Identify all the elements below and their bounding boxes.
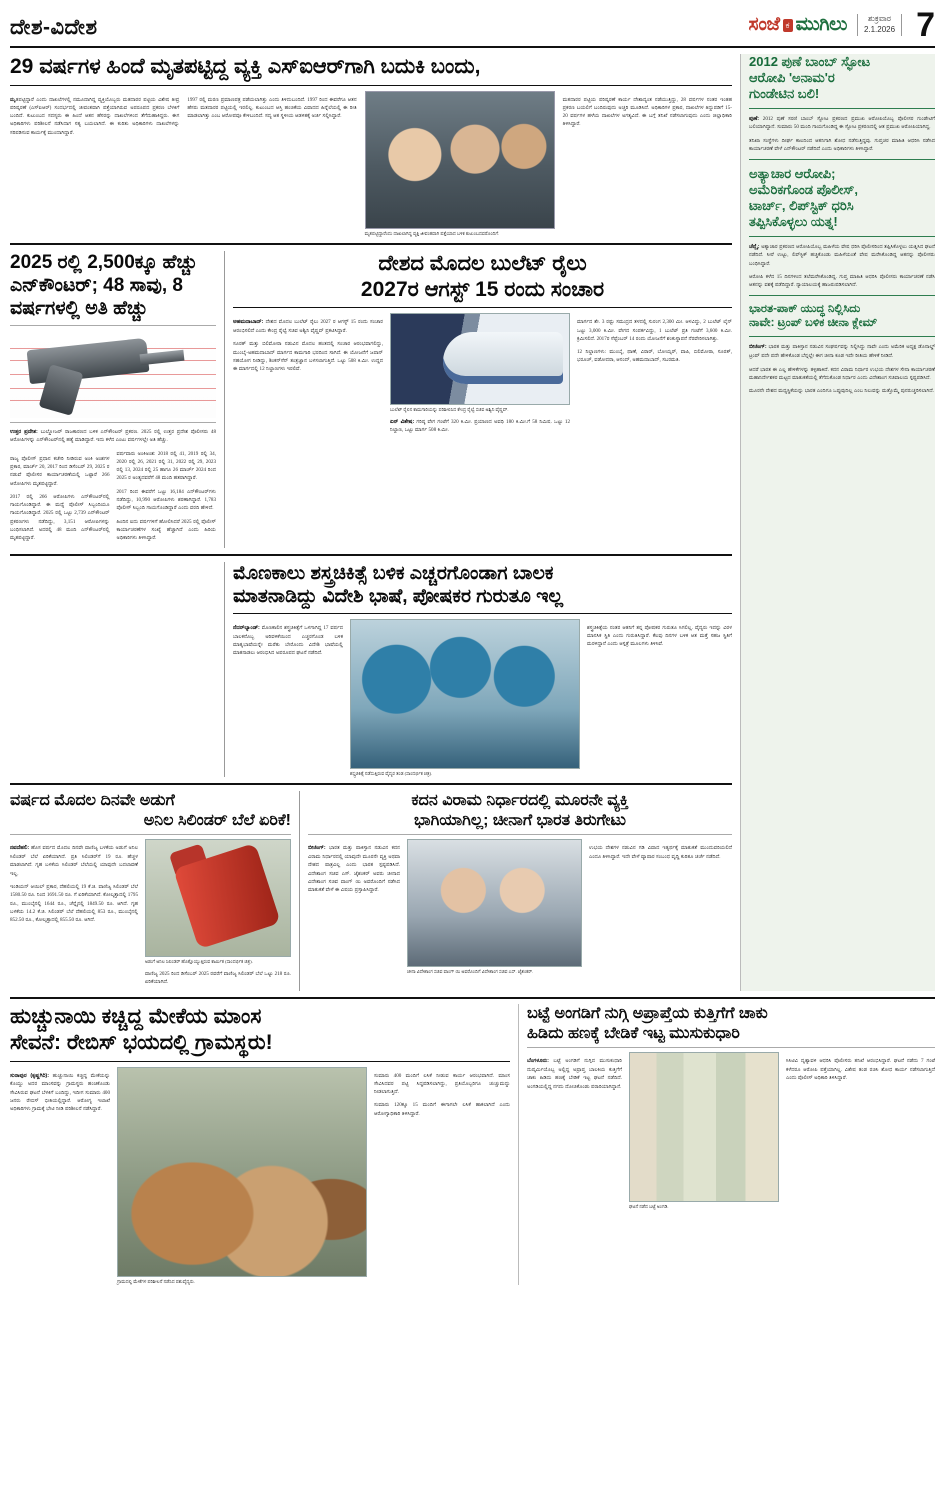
article-lpg-body: ಹೊಸ ವರ್ಷದ ಮೊದಲ ದಿನವೇ ವಾಣಿಜ್ಯ ಬಳಕೆಯ ಅಡುಗೆ ಅನಿಲ ಸಿಲಿಂಡರ್ ಬೆಲೆ ಏರಿಕೆಯಾಗಿದೆ. ಪ್ರತಿ ಸಿಲಿಂಡರ್‌ಗೆ 19 ರೂ. ಹೆಚ್ಚಳ ಮಾಡಲಾಗಿದೆ. ಗೃಹ ಬಳಕೆಯ ಸಿಲಿಂಡರ್ ಬೆಲೆಯಲ್ಲಿ ಯಾವುದೇ ಬದಲಾವಣೆ ಇಲ್ಲ.	[10, 845, 138, 877]
section-title: ದೇಶ-ವಿದೇಶ	[10, 16, 98, 39]
sidebar-china-kicker: ಬೀಜಿಂಗ್:	[749, 344, 767, 351]
publication-logo	[748, 14, 846, 36]
sidebar-disguise-headline-1: ಅತ್ಯಾಚಾರ ಆರೋಪಿ;	[749, 166, 836, 182]
row-encounter-train	[10, 251, 732, 547]
article-robbery-body2: ಸಿಸಿಟಿವಿ ದೃಶ್ಯಾವಳಿ ಆಧರಿಸಿ ಪೊಲೀಸರು ತನಿಖೆ ಆರಂಭಿಸಿದ್ದಾರೆ. ಘಟನೆ ನಡೆದು 7 ಗಂಟೆ ಕಳೆದರೂ ಆರೋಪಿ ಪತ್ತೆಯಾಗಿಲ್ಲ. ವಿಶೇಷ ತಂಡ ರಚಿಸಿ ಶೋಧ ಕಾರ್ಯ ನಡೆಸಲಾಗುತ್ತಿದೆ ಎಂದು ಪೊಲೀಸ್ ಅಧಿಕಾರಿ ತಿಳಿಸಿದ್ದಾರೆ.	[786, 1058, 935, 1081]
article-ceasefire-photo	[407, 839, 582, 967]
article-robbery-headline-1: ಬಟ್ಟೆ ಅಂಗಡಿಗೆ ನುಗ್ಗಿ ಅಪ್ರಾಪ್ತೆಯ ಕುತ್ತಿಗೆಗೆ ಚಾಕು	[527, 1005, 768, 1023]
article-encounter-kicker: ಉತ್ತರ ಪ್ರದೇಶ:	[10, 428, 38, 435]
article-encounter-body6: ಹಿಂದಿನ ಐದು ವರ್ಷಗಳಿಗೆ ಹೋಲಿಸಿದರೆ 2025 ರಲ್ಲಿ ಪೊಲೀಸ್ ಕಾರ್ಯಾಚರಣೆಗಳ ಸಂಖ್ಯೆ ಹೆಚ್ಚಾಗಿದೆ ಎಂದು ಹಿರಿಯ ಅಧಿಕಾರಿಗಳು ತಿಳಿಸಿದ್ದಾರೆ.	[116, 518, 216, 542]
article-encounter-body4: ವರ್ಷವಾರು ಅಂಕಿಅಂಶ: 2018 ರಲ್ಲಿ 41, 2019 ರಲ್ಲಿ 34, 2020 ರಲ್ಲಿ 26, 2021 ರಲ್ಲಿ 31, 2022 ರಲ್ಲಿ 29, 2023 ರಲ್ಲಿ 13, 2024 ರಲ್ಲಿ 25 ಹಾಗೂ 26 ಮಾರ್ಚ್ 2024 ರಿಂದ 2025 ರ ಅಂತ್ಯದವರೆಗೆ 48 ಮಂದಿ ಹತರಾಗಿದ್ದಾರೆ.	[116, 450, 216, 482]
article-surgery-photo	[350, 619, 580, 769]
article-rabies-headline-2: ಸೇವನೆ: ರೇಬಿಸ್ ಭಯದಲ್ಲಿ ಗ್ರಾಮಸ್ಥರು!	[10, 1030, 273, 1054]
article-revival-headline: 29 ವರ್ಷಗಳ ಹಿಂದೆ ಮೃತಪಟ್ಟಿದ್ದ ವ್ಯಕ್ತಿ ಎಸ್‌ಐಆರ್‌ಗಾಗಿ ಬದುಕಿ ಬಂದು,	[10, 55, 481, 78]
sidebar-disguise-headline-3: ಟಾರ್ಚ್, ಲಿಪ್‌ಸ್ಟಿಕ್ ಧರಿಸಿ	[749, 197, 854, 213]
article-rabies-photo	[117, 1067, 367, 1277]
row-lpg-ceasefire	[10, 791, 732, 991]
sidebar-china-body3: ಮೂರನೇ ದೇಶದ ಮಧ್ಯಸ್ಥಿಕೆಯನ್ನು ಭಾರತ ಎಂದಿಗೂ ಒಪ್ಪುವುದಿಲ್ಲ ಎಂಬ ನಿಲುವನ್ನು ಮತ್ತೊಮ್ಮೆ ಪುನರುಚ್ಚರಿಸಲಾಗಿದೆ.	[749, 388, 935, 395]
article-bullet-train	[233, 251, 732, 547]
article-bullet-train-photo	[390, 313, 570, 405]
sidebar-disguise-kicker: ಚೆನ್ನೈ:	[749, 243, 760, 250]
article-ceasefire-headline-2: ಭಾಗಿಯಾಗಿಲ್ಲ; ಚೀನಾಗೆ ಭಾರತ ತಿರುಗೇಟು	[414, 811, 626, 829]
sidebar-disguise-body: ಅತ್ಯಾಚಾರ ಪ್ರಕರಣದ ಆರೋಪಿಯೊಬ್ಬ ಮಹಿಳೆಯ ವೇಷ ಧರಿಸಿ ಪೊಲೀಸರಿಂದ ತಪ್ಪಿಸಿಕೊಳ್ಳಲು ಯತ್ನಿಸಿದ ಘಟನೆ ನಡೆದಿದೆ. ಸೀರೆ ಉಟ್ಟು, ಲಿಪ್‌ಸ್ಟಿಕ್ ಹಚ್ಚಿಕೊಂಡು ಮಹಿಳೆಯಂತೆ ವೇಷ ಮರೆಸಿಕೊಂಡಿದ್ದ ಆತನನ್ನು ಪೊಲೀಸರು ಬಂಧಿಸಿದ್ದಾರೆ.	[749, 243, 935, 267]
page-number: 7	[916, 6, 935, 44]
article-surgery	[233, 562, 732, 778]
article-rabies-body: ಹುಚ್ಚುನಾಯಿ ಕಚ್ಚಿದ್ದ ಮೇಕೆಯನ್ನು ಕೊಯ್ದು ಅದರ ಮಾಂಸವನ್ನು ಗ್ರಾಮಸ್ಥರು ಹಂಚಿಕೊಂಡು ಸೇವಿಸಿರುವ ಘಟನೆ ಬೆಳಕಿಗೆ ಬಂದಿದ್ದು, ಇದೀಗ ಸುಮಾರು 400 ಜನರು ರೇಬಿಸ್ ಭೀತಿಯಲ್ಲಿದ್ದಾರೆ. ಆರೋಗ್ಯ ಇಲಾಖೆ ಅಧಿಕಾರಿಗಳು ಗ್ರಾಮಕ್ಕೆ ಭೇಟಿ ನೀಡಿ ಪರಿಶೀಲನೆ ನಡೆಸಿದ್ದಾರೆ.	[10, 1072, 111, 1113]
article-bullet-train-stats: ಗರಿಷ್ಠ ವೇಗ ಗಂಟೆಗೆ 320 ಕಿ.ಮೀ. ಪ್ರಯಾಣದ ಅವಧಿ 180 ಕಿ.ಮೀ.ಗೆ 58 ನಿಮಿಷ. ಒಟ್ಟು 12 ನಿಲ್ದಾಣ, ಒಟ್ಟು ಮಾರ್ಗ 508 ಕಿ.ಮೀ.	[390, 418, 570, 434]
article-surgery-body2: ಶಸ್ತ್ರಚಿಕಿತ್ಸೆಯ ನಂತರ ಆತನಿಗೆ ತನ್ನ ಪೋಷಕರ ಗುರುತೂ ಸಿಗಲಿಲ್ಲ. ವೈದ್ಯರು ಇದನ್ನು ವಿರಳ ಮಾನಸಿಕ ಸ್ಥಿತಿ ಎಂದು ಗುರುತಿಸಿದ್ದಾರೆ. ಕೆಲವು ದಿನಗಳ ಬಳಿಕ ಆತ ಮತ್ತೆ ಸಹಜ ಸ್ಥಿತಿಗೆ ಮರಳಿದ್ದಾನೆ ಎಂದು ಆಸ್ಪತ್ರೆ ಮೂಲಗಳು ತಿಳಿಸಿವೆ.	[587, 624, 732, 648]
article-rabies-body2: ಸುಮಾರು 400 ಮಂದಿಗೆ ಲಸಿಕೆ ನೀಡುವ ಕಾರ್ಯ ಆರಂಭವಾಗಿದೆ. ಮಾಂಸ ಸೇವಿಸಿದವರ ಪಟ್ಟಿ ಸಿದ್ಧಪಡಿಸಲಾಗಿದ್ದು, ಪ್ರತಿಯೊಬ್ಬರಿಗೂ ಚುಚ್ಚುಮದ್ದು ನೀಡಲಾಗುತ್ತಿದೆ.	[374, 1072, 510, 1096]
article-bullet-train-headline-2: 2027ರ ಆಗಸ್ಟ್ 15 ರಂದು ಸಂಚಾರ	[360, 277, 605, 301]
article-bullet-train-stats2: 12 ನಿಲ್ದಾಣಗಳು: ಮುಂಬೈ, ಥಾಣೆ, ವಿರಾರ್, ಬೋಯ್ಸರ್, ವಾಪಿ, ಬಿಲಿಮೋರಾ, ಸೂರತ್, ಭರೂಚ್, ವಡೋದರಾ, ಆನಂದ್, ಅಹಮದಾಬಾದ್, ಸಬರಮತಿ.	[577, 349, 732, 364]
sidebar-china-headline-2: ನಾವೇ: ಟ್ರಂಪ್ ಬಳಿಕ ಚೀನಾ ಕ್ಲೇಮ್	[749, 317, 878, 330]
logo-sanje-text: ಸಂಜೆ	[748, 14, 780, 35]
sidebar-pune-headline-3: ಗುಂಡೇಟಿನ ಬಲಿ!	[749, 85, 820, 101]
article-revival-body: ಮೃತಪಟ್ಟಿದ್ದಾರೆ ಎಂದು ದಾಖಲೆಗಳಲ್ಲಿ ನಮೂದಾಗಿದ್ದ ವ್ಯಕ್ತಿಯೊಬ್ಬರು ಮತದಾರರ ಪಟ್ಟಿಯ ವಿಶೇಷ ತೀವ್ರ ಪರಿಷ್ಕರಣೆ (ಎಸ್‌ಐಆರ್) ಸಂದರ್ಭದಲ್ಲಿ ಜೀವಂತವಾಗಿ ಪತ್ತೆಯಾಗಿರುವ ಅಪರೂಪದ ಪ್ರಕರಣ ಬೆಳಕಿಗೆ ಬಂದಿದೆ. ಕುಟುಂಬದ ಸದಸ್ಯರು ಈ ಹಿಂದೆ ಆತನ ಹೆಸರನ್ನು ದಾಖಲೆಗಳಿಂದ ತೆಗೆದುಹಾಕಿದ್ದರು. ಈಗ ಅಧಿಕಾರಿಗಳು ಪರಿಶೀಲನೆ ನಡೆಸಿದಾಗ ಸತ್ಯ ಬಯಲಾಗಿದೆ. ಈ ಕುರಿತು ಅಧಿಕಾರಿಗಳು ದಾಖಲೆಗಳನ್ನು ಸರಿಪಡಿಸುವ ಕಾರ್ಯಕ್ಕೆ ಮುಂದಾಗಿದ್ದಾರೆ.	[10, 96, 180, 136]
article-encounter-body3: 2017 ರಲ್ಲಿ 266 ಆರೋಪಿಗಳು ಎನ್‌ಕೌಂಟರ್‌ನಲ್ಲಿ ಗಾಯಗೊಂಡಿದ್ದಾರೆ. ಈ ಮಧ್ಯೆ ಪೊಲೀಸ್ ಸಿಬ್ಬಂದಿಯೂ ಗಾಯಗೊಂಡಿದ್ದಾರೆ. 2025 ರಲ್ಲಿ ಒಟ್ಟು 2,739 ಎನ್‌ಕೌಂಟರ್ ಪ್ರಕರಣಗಳು ನಡೆದಿದ್ದು, 3,151 ಆರೋಪಿಗಳನ್ನು ಬಂಧಿಸಲಾಗಿದೆ. ಅದರಲ್ಲಿ 48 ಮಂದಿ ಎನ್‌ಕೌಂಟರ್‌ನಲ್ಲಿ ಮೃತಪಟ್ಟಿದ್ದಾರೆ.	[10, 493, 110, 542]
sidebar-disguise-body2: ಆರೋಪಿ ಕಳೆದ 15 ದಿನಗಳಿಂದ ತಲೆಮರೆಸಿಕೊಂಡಿದ್ದ. ಗುಪ್ತ ಮಾಹಿತಿ ಆಧರಿಸಿ ಪೊಲೀಸರು ಕಾರ್ಯಾಚರಣೆ ನಡೆಸಿ ಆತನನ್ನು ವಶಕ್ಕೆ ಪಡೆದಿದ್ದಾರೆ. ನ್ಯಾಯಾಲಯಕ್ಕೆ ಹಾಜರುಪಡಿಸಲಾಗಿದೆ.	[749, 273, 935, 289]
sidebar-china-body2: ಆದರೆ ಭಾರತ ಈ ಎಲ್ಲ ಹೇಳಿಕೆಗಳನ್ನು ತಳ್ಳಿಹಾಕಿದೆ. ಕದನ ವಿರಾಮ ನಿರ್ಧಾರ ಉಭಯ ದೇಶಗಳ ಸೇನಾ ಕಾರ್ಯಾಚರಣೆ ಮಹಾನಿರ್ದೇಶಕರ ಮಟ್ಟದ ಮಾತುಕತೆಯಲ್ಲಿ ತೆಗೆದುಕೊಂಡ ನಿರ್ಧಾರ ಎಂದು ವಿದೇಶಾಂಗ ಸಚಿವಾಲಯ ಸ್ಪಷ್ಟಪಡಿಸಿದೆ.	[749, 366, 935, 381]
masthead	[10, 8, 935, 48]
logo-badge: ಕ	[783, 19, 793, 32]
masthead-right	[748, 8, 935, 42]
article-surgery-headline-1: ಮೊಣಕಾಲು ಶಸ್ತ್ರಚಿಕಿತ್ಸೆ ಬಳಿಕ ಎಚ್ಚರಗೊಂಡಾಗ ಬಾಲಕ	[233, 562, 554, 584]
article-encounter-body5: 2017 ರಿಂದ ಈವರೆಗೆ ಒಟ್ಟು 16,184 ಎನ್‌ಕೌಂಟರ್‌ಗಳು ನಡೆದಿದ್ದು, 10,990 ಆರೋಪಿಗಳು ಶರಣಾಗಿದ್ದಾರೆ. 1,783 ಪೊಲೀಸ್ ಸಿಬ್ಬಂದಿ ಗಾಯಗೊಂಡಿದ್ದಾರೆ ಎಂದು ವರದಿ ಹೇಳಿದೆ.	[116, 488, 216, 512]
sidebar-article-pune-blast	[749, 54, 935, 153]
article-revival-photo	[365, 91, 555, 229]
sidebar-disguise-headline-2: ಅಮೆರಿಕಗೊಂಡ ಪೊಲೀಸ್,	[749, 182, 858, 198]
article-bullet-train-body: ದೇಶದ ಮೊದಲ ಬುಲೆಟ್ ರೈಲು 2027 ರ ಆಗಸ್ಟ್ 15 ರಂದು ಸಂಚಾರ ಆರಂಭಿಸಲಿದೆ ಎಂದು ಕೇಂದ್ರ ರೈಲ್ವೆ ಸಚಿವ ಅಶ್ವಿನಿ ವೈಷ್ಣವ್ ಪ್ರಕಟಿಸಿದ್ದಾರೆ.	[233, 319, 383, 335]
sidebar-china-body: ಭಾರತ ಮತ್ತು ಪಾಕಿಸ್ತಾನ ನಡುವಿನ ಸಂಘರ್ಷವನ್ನು ನಿಲ್ಲಿಸಿದ್ದು ನಾವೇ ಎಂದು ಅಮೆರಿಕ ಅಧ್ಯಕ್ಷ ಡೊನಾಲ್ಡ್ ಟ್ರಂಪ್ ಪದೇ ಪದೇ ಹೇಳಿಕೊಂಡ ಬೆನ್ನಲ್ಲೇ ಈಗ ಚೀನಾ ಕೂಡ ಇದೇ ರೀತಿಯ ಹೇಳಿಕೆ ನೀಡಿದೆ.	[749, 344, 935, 360]
article-rabies	[10, 1004, 510, 1285]
sidebar-china-headline-1: ಭಾರತ-ಪಾಕ್ ಯುದ್ಧ ನಿಲ್ಲಿಸಿದು	[749, 303, 861, 316]
article-encounter-body2: ರಾಜ್ಯ ಪೊಲೀಸ್ ಪ್ರಧಾನ ಕಚೇರಿ ನೀಡಿರುವ ಅಂಕಿ ಅಂಶಗಳ ಪ್ರಕಾರ, ಮಾರ್ಚ್ 20, 2017 ರಿಂದ ಡಿಸೆಂಬರ್ 29, 2025 ರ ನಡುವೆ ಪೊಲೀಸರ ಕಾರ್ಯಾಚರಣೆಯಲ್ಲಿ ಒಟ್ಟಾರೆ 266 ಆರೋಪಿಗಳು ಮೃತಪಟ್ಟಿದ್ದಾರೆ.	[10, 455, 110, 487]
article-bullet-train-kicker: ಅಹಮದಾಬಾದ್:	[233, 319, 264, 326]
article-bullet-train-headline-1: ದೇಶದ ಮೊದಲ ಬುಲೆಟ್ ರೈಲು	[378, 252, 587, 276]
article-encounter	[10, 251, 225, 547]
logo-mugilu-text: ಮುಗಿಲು	[795, 14, 847, 35]
article-revival-body2: 1997 ರಲ್ಲಿ ಮರಣ ಪ್ರಮಾಣಪತ್ರ ಪಡೆಯಲಾಗಿತ್ತು ಎಂದು ತಿಳಿದುಬಂದಿದೆ. 1997 ರಿಂದ ಈವರೆಗೂ ಆತನ ಹೆಸರು ಮತದಾರರ ಪಟ್ಟಿಯಲ್ಲಿ ಇರಲಿಲ್ಲ. ಕುಟುಂಬದ ಆಸ್ತಿ ಹಂಚಿಕೆಯ ವಿವಾದದ ಹಿನ್ನೆಲೆಯಲ್ಲಿ ಈ ರೀತಿ ಮಾಡಲಾಗಿತ್ತು ಎಂಬ ಆರೋಪವೂ ಕೇಳಿಬಂದಿದೆ. ಸದ್ಯ ಆತ ಸ್ಥಳೀಯ ಆಡಳಿತಕ್ಕೆ ಅರ್ಜಿ ಸಲ್ಲಿಸಿದ್ದಾರೆ.	[187, 96, 357, 120]
article-robbery-photo	[629, 1052, 779, 1202]
article-lpg-kicker: ನವದೆಹಲಿ:	[10, 845, 30, 852]
sidebar-pune-body2: ತನಿಖಾ ಸಂಸ್ಥೆಗಳು ದೀರ್ಘ ಕಾಲದಿಂದ ಆತನಿಗಾಗಿ ಶೋಧ ನಡೆಸುತ್ತಿದ್ದವು. ಗುಪ್ತಚರ ಮಾಹಿತಿ ಆಧರಿಸಿ ನಡೆಸಿದ ಕಾರ್ಯಾಚರಣೆ ವೇಳೆ ಎನ್‌ಕೌಂಟರ್ ನಡೆದಿದೆ ಎಂದು ಅಧಿಕಾರಿಗಳು ತಿಳಿಸಿದ್ದಾರೆ.	[749, 137, 935, 152]
article-bullet-train-body2: ಸೂರತ್ ಮತ್ತು ಬಿಲಿಮೋರಾ ನಡುವಿನ ಮೊದಲ ಹಂತದಲ್ಲಿ ಸಂಚಾರ ಆರಂಭವಾಗಲಿದ್ದು, ಮುಂಬೈ-ಅಹಮದಾಬಾದ್ ಮಾರ್ಗದ ಕಾಮಗಾರಿ ಭರದಿಂದ ಸಾಗಿದೆ. ಈ ಯೋಜನೆಗೆ ಜಪಾನ್ ಸಹಯೋಗ ನೀಡಿದ್ದು, ಶಿಂಕನ್‌ಸೆನ್ ತಂತ್ರಜ್ಞಾನ ಬಳಸಲಾಗುತ್ತಿದೆ. ಒಟ್ಟು 508 ಕಿ.ಮೀ. ಉದ್ದದ ಈ ಮಾರ್ಗದಲ್ಲಿ 12 ನಿಲ್ದಾಣಗಳು ಇರಲಿವೆ.	[233, 341, 383, 373]
sidebar-pune-headline-1: 2012 ಪುಣೆ ಬಾಂಬ್ ಸ್ಫೋಟ	[749, 54, 871, 69]
article-lpg-caption: ಅಡುಗೆ ಅನಿಲ ಸಿಲಿಂಡರ್ ಹೊತ್ತೊಯ್ಯುತ್ತಿರುವ ಕಾರ್ಮಿಕ (ಸಾಂದರ್ಭಿಕ ಚಿತ್ರ).	[145, 959, 253, 965]
article-encounter-body: ಬುಲ್ಡೋಜರ್ ರಾಜಕಾರಣದ ಬಳಿಕ ಎನ್‌ಕೌಂಟರ್ ಪ್ರಕರಣ. 2025 ರಲ್ಲಿ ಉತ್ತರ ಪ್ರದೇಶ ಪೊಲೀಸರು 48 ಆರೋಪಿಗಳನ್ನು ಎನ್‌ಕೌಂಟರ್‌ನಲ್ಲಿ ಹತ್ಯೆ ಮಾಡಿದ್ದಾರೆ. ಇದು ಕಳೆದ ಎಂಟು ವರ್ಷಗಳಲ್ಲೇ ಅತಿ ಹೆಚ್ಚು.	[10, 428, 216, 444]
article-ceasefire-body2: ಉಭಯ ದೇಶಗಳ ನಡುವಿನ ಗಡಿ ವಿವಾದ ಇತ್ಯರ್ಥಕ್ಕೆ ಮಾತುಕತೆ ಮುಂದುವರಿಯಲಿದೆ ಎಂದೂ ತಿಳಿಸಿದ್ದಾರೆ. ಇದೇ ವೇಳೆ ವ್ಯಾಪಾರ ಸಂಬಂಧ ವೃದ್ಧಿ ಕುರಿತೂ ಚರ್ಚೆ ನಡೆದಿದೆ.	[589, 845, 732, 860]
day-label: ಶುಕ್ರವಾರ	[867, 14, 892, 24]
article-surgery-headline-2: ಮಾತನಾಡಿದ್ದು ವಿದೇಶಿ ಭಾಷೆ, ಪೋಷಕರ ಗುರುತೂ ಇಲ್ಲ	[233, 585, 564, 607]
article-revival-caption: ಮೃತಪಟ್ಟಿದ್ದಾರೆಂದು ದಾಖಲಾಗಿದ್ದ ವ್ಯಕ್ತಿ ಜೀವಂತವಾಗಿ ಪತ್ತೆಯಾದ ಬಳಿಕ ಕುಟುಂಬದವರೊಂದಿಗೆ.	[364, 230, 500, 236]
article-lpg	[10, 791, 300, 991]
article-robbery-body: ಬಟ್ಟೆ ಅಂಗಡಿಗೆ ನುಗ್ಗಿದ ಮುಸುಕುಧಾರಿ ದುಷ್ಕರ್ಮಿಯೊಬ್ಬ ಅಲ್ಲಿದ್ದ ಅಪ್ರಾಪ್ತ ಬಾಲಕಿಯ ಕುತ್ತಿಗೆಗೆ ಚಾಕು ಹಿಡಿದು ಹಣಕ್ಕೆ ಬೇಡಿಕೆ ಇಟ್ಟ ಘಟನೆ ನಡೆದಿದೆ. ಅಂಗಡಿಯಲ್ಲಿದ್ದ ನಗದು ದೋಚಿಕೊಂಡು ಪರಾರಿಯಾಗಿದ್ದಾನೆ.	[527, 1058, 622, 1090]
sidebar-disguise-headline-4: ತಪ್ಪಿಸಿಕೊಳ್ಳಲು ಯತ್ನ!	[749, 213, 838, 229]
date-block	[857, 14, 902, 36]
row-surgery	[10, 562, 732, 778]
article-ceasefire-caption: ಚೀನಾ ವಿದೇಶಾಂಗ ಸಚಿವ ವಾಂಗ್ ಯಿ ಅವರೊಂದಿಗೆ ವಿದೇಶಾಂಗ ಸಚಿವ ಎಸ್. ಜೈಶಂಕರ್.	[407, 969, 534, 975]
article-bullet-train-body3: ಮಾರ್ಗದ ಶೇ. 3 ರಷ್ಟು ಸಮುದ್ರದ ತಳದಲ್ಲಿ ಸುರಂಗ 2,300 ಮೀ. ಆಳವಿದ್ದು, 2 ಬುಲೆಟ್ ಲೈನ್ ಒಟ್ಟು 3,000 ಕಿ.ಮೀ. ವೇಗದ ಸಂಪರ್ಕವಿದ್ದು, 1 ಬುಲೆಟ್ ಪ್ರತಿ ಗಂಟೆಗೆ 3,600 ಕಿ.ಮೀ. ಕ್ರಮಿಸಲಿದೆ. 2017ರ ಸೆಪ್ಟೆಂಬರ್ 14 ರಂದು ಯೋಜನೆಗೆ ಶಂಕುಸ್ಥಾಪನೆ ನೆರವೇರಿಸಲಾಗಿತ್ತು.	[577, 319, 732, 342]
article-surgery-kicker: ನೆದರ್‌ಲ್ಯಾಂಡ್:	[233, 624, 260, 631]
article-lpg-body2: ಇಂಡಿಯನ್ ಆಯಿಲ್ ಪ್ರಕಾರ, ದೆಹಲಿಯಲ್ಲಿ 19 ಕೆ.ಜಿ. ವಾಣಿಜ್ಯ ಸಿಲಿಂಡರ್ ಬೆಲೆ 1580.50 ರೂ. ನಿಂದ 1691.50 ರೂ. ಗೆ ಏರಿಕೆಯಾಗಿದೆ. ಕೋಲ್ಕತ್ತಾದಲ್ಲಿ 1795 ರೂ., ಮುಂಬೈನಲ್ಲಿ 1644 ರೂ., ಚೆನ್ನೈನಲ್ಲಿ 1849.50 ರೂ. ಆಗಿದೆ. ಗೃಹ ಬಳಕೆಯ 14.2 ಕೆ.ಜಿ. ಸಿಲಿಂಡರ್ ಬೆಲೆ ದೆಹಲಿಯಲ್ಲಿ 853 ರೂ., ಮುಂಬೈನಲ್ಲಿ 852.50 ರೂ., ಕೋಲ್ಕತ್ತಾದಲ್ಲಿ 855.50 ರೂ. ಆಗಿದೆ.	[10, 884, 138, 923]
main-column	[10, 54, 732, 991]
page-body	[10, 54, 935, 991]
article-ceasefire-kicker: ಬೀಜಿಂಗ್:	[308, 845, 326, 852]
article-rabies-headline-1: ಹುಚ್ಚುನಾಯಿ ಕಚ್ಚಿದ್ದ ಮೇಕೆಯ ಮಾಂಸ	[10, 1005, 262, 1029]
article-lpg-headline-2: ಅನಿಲ ಸಿಲಿಂಡರ್ ಬೆಲೆ ಏರಿಕೆ!	[143, 811, 291, 829]
article-ceasefire-headline-1: ಕದನ ವಿರಾಮ ನಿರ್ಧಾರದಲ್ಲಿ ಮೂರನೇ ವ್ಯಕ್ತಿ	[411, 792, 629, 810]
article-robbery-headline-2: ಹಿಡಿದು ಹಣಕ್ಕೆ ಬೇಡಿಕೆ ಇಟ್ಟ ಮುಸುಕುಧಾರಿ	[527, 1024, 740, 1042]
article-lpg-headline-1: ವರ್ಷದ ಮೊದಲ ದಿನವೇ ಅಡುಗೆ	[10, 792, 175, 810]
article-revival-body3: ಮತದಾರರ ಪಟ್ಟಿಯ ಪರಿಷ್ಕರಣೆ ಕಾರ್ಯ ದೇಶಾದ್ಯಂತ ನಡೆಯುತ್ತಿದ್ದು, 28 ವರ್ಷಗಳ ನಂತರ ಇಂತಹ ಪ್ರಕರಣ ಬಯಲಿಗೆ ಬಂದಿರುವುದು ಅಚ್ಚರಿ ಮೂಡಿಸಿದೆ. ಅಧಿಕಾರಿಗಳ ಪ್ರಕಾರ, ದಾಖಲೆಗಳ ತಿದ್ದುಪಡಿಗೆ 15-20 ವರ್ಷಗಳ ಹಳೆಯ ದಾಖಲೆಗಳ ಅಗತ್ಯವಿದೆ. ಈ ಬಗ್ಗೆ ತನಿಖೆ ನಡೆಸಲಾಗುವುದು ಎಂದು ಜಿಲ್ಲಾಧಿಕಾರಿ ತಿಳಿಸಿದ್ದಾರೆ.	[562, 96, 732, 128]
article-robbery	[518, 1004, 935, 1285]
right-sidebar-column	[740, 54, 935, 991]
article-ceasefire	[308, 791, 732, 991]
article-surgery-caption: ಶಸ್ತ್ರಚಿಕಿತ್ಸೆ ನಡೆಸುತ್ತಿರುವ ವೈದ್ಯರ ತಂಡ (ಸಾಂದರ್ಭಿಕ ಚಿತ್ರ).	[350, 770, 433, 776]
article-encounter-illustration	[10, 330, 216, 418]
bottom-band	[10, 997, 935, 1285]
article-ceasefire-body: ಭಾರತ ಮತ್ತು ಪಾಕಿಸ್ತಾನ ನಡುವಿನ ಕದನ ವಿರಾಮ ನಿರ್ಧಾರದಲ್ಲಿ ಯಾವುದೇ ಮೂರನೇ ವ್ಯಕ್ತಿ ಅಥವಾ ದೇಶದ ಪಾತ್ರವಿಲ್ಲ ಎಂದು ಭಾರತ ಸ್ಪಷ್ಟಪಡಿಸಿದೆ. ವಿದೇಶಾಂಗ ಸಚಿವ ಎಸ್. ಜೈಶಂಕರ್ ಅವರು ಚೀನಾದ ವಿದೇಶಾಂಗ ಸಚಿವ ವಾಂಗ್ ಯಿ ಅವರೊಂದಿಗೆ ನಡೆಸಿದ ಮಾತುಕತೆ ವೇಳೆ ಈ ವಿಷಯ ಪ್ರಸ್ತಾಪಿಸಿದ್ದಾರೆ.	[308, 845, 400, 894]
article-surgery-body: ಮೊಣಕಾಲಿನ ಶಸ್ತ್ರಚಿಕಿತ್ಸೆಗೆ ಒಳಗಾಗಿದ್ದ 17 ವರ್ಷದ ಬಾಲಕನೊಬ್ಬ ಅರಿವಳಿಕೆಯಿಂದ ಎಚ್ಚರಗೊಂಡ ಬಳಿಕ ಮಾತೃಭಾಷೆಯನ್ನೇ ಮರೆತು ಬೇರೊಂದು ವಿದೇಶಿ ಭಾಷೆಯಲ್ಲಿ ಮಾತನಾಡಲು ಆರಂಭಿಸಿದ ಅಪರೂಪದ ಘಟನೆ ನಡೆದಿದೆ.	[233, 624, 343, 657]
sidebar-pune-headline-2: ಆರೋಪಿ 'ಅನಾಮ'ರ	[749, 69, 835, 85]
sidebar-article-china-claim	[749, 302, 935, 395]
article-robbery-caption: ಘಟನೆ ನಡೆದ ಬಟ್ಟೆ ಅಂಗಡಿ.	[629, 1204, 669, 1210]
article-revival	[10, 54, 732, 237]
article-bullet-train-caption: ಬುಲೆಟ್ ರೈಲಿನ ಕಾಮಗಾರಿಯನ್ನು ಪರಿಶೀಲಿಸಿದ ಕೇಂದ್ರ ರೈಲ್ವೆ ಸಚಿವ ಅಶ್ವಿನಿ ವೈಷ್ಣವ್.	[390, 407, 509, 413]
article-rabies-caption: ಗ್ರಾಮದಲ್ಲಿ ಮೇಕೆಗಳ ಪರಿಶೀಲನೆ ನಡೆಸಿದ ಪಶುವೈದ್ಯರು.	[117, 1278, 195, 1284]
article-lpg-body3: ವಾಣಿಜ್ಯ 2025 ರಿಂದ ಡಿಸೆಂಬರ್ 2025 ರವರೆಗೆ ವಾಣಿಜ್ಯ ಸಿಲಿಂಡರ್ ಬೆಲೆ ಒಟ್ಟು 218 ರೂ. ಏರಿಕೆಯಾಗಿದೆ.	[145, 970, 291, 985]
date-label: 2.1.2026	[863, 25, 896, 34]
article-rabies-kicker: ಸುರಾಪುರ (ಕೃಷ್ಣಗಿರಿ):	[10, 1072, 50, 1079]
article-robbery-kicker: ಬೆಂಗಳೂರು:	[527, 1058, 549, 1065]
article-bullet-train-stats-head: ಏನ್ ವಿಶೇಷ:	[390, 418, 415, 425]
article-lpg-photo	[145, 839, 291, 957]
article-encounter-headline: 2025 ರಲ್ಲಿ 2,500ಕ್ಕೂ ಹೆಚ್ಚು ಎನ್‌ಕೌಂಟರ್; 48 ಸಾವು, 8 ವರ್ಷಗಳಲ್ಲಿ ಅತಿ ಹೆಚ್ಚು	[10, 252, 198, 320]
sidebar-article-disguise	[749, 166, 935, 289]
sidebar-pune-body: 2012 ಪುಣೆ ಸರಣಿ ಬಾಂಬ್ ಸ್ಫೋಟ ಪ್ರಕರಣದ ಪ್ರಮುಖ ಆರೋಪಿಯೊಬ್ಬ ಪೊಲೀಸರ ಗುಂಡೇಟಿಗೆ ಬಲಿಯಾಗಿದ್ದಾನೆ. ಸುಮಾರು 50 ಮಂದಿ ಗಾಯಗೊಂಡಿದ್ದ ಈ ಸ್ಫೋಟ ಪ್ರಕರಣದಲ್ಲಿ ಆತ ಪ್ರಮುಖ ಆರೋಪಿಯಾಗಿದ್ದ.	[749, 115, 935, 131]
sidebar-pune-kicker: ಪುಣೆ:	[749, 115, 760, 122]
article-rabies-body3: ಸುಮಾರು 120ಕ್ಕೂ 15 ಮಂದಿಗೆ ಈಗಾಗಲೇ ಲಸಿಕೆ ಹಾಕಲಾಗಿದೆ ಎಂದು ಆರೋಗ್ಯಾಧಿಕಾರಿ ತಿಳಿಸಿದ್ದಾರೆ.	[374, 1102, 510, 1117]
